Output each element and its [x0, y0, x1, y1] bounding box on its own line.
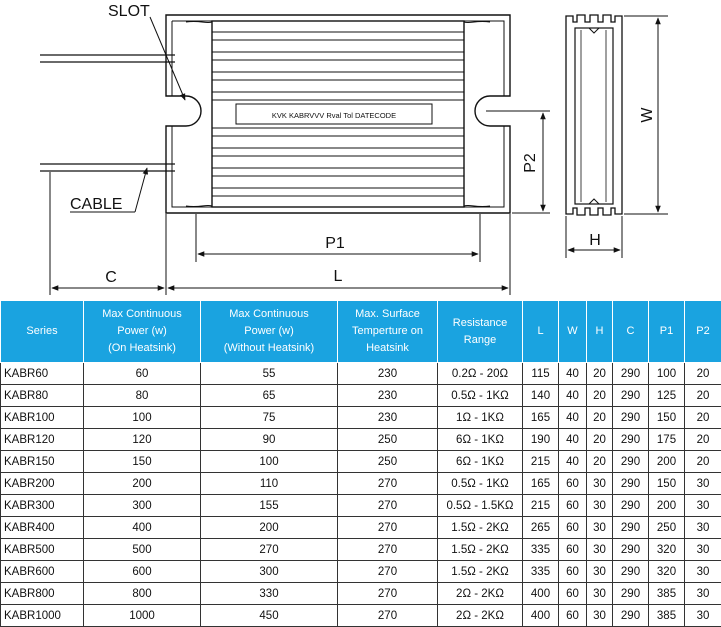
cell-p1: 250 — [649, 517, 685, 539]
cell-p2: 30 — [685, 605, 721, 627]
column-header-line: Max. Surface — [340, 306, 435, 323]
cell-p2: 20 — [685, 363, 721, 385]
cell-h: 30 — [587, 583, 613, 605]
cell-max-surface-temp: 250 — [338, 451, 438, 473]
cell-w: 60 — [559, 473, 587, 495]
cell-c: 290 — [613, 451, 649, 473]
cell-p2: 20 — [685, 451, 721, 473]
table-row — [1, 363, 721, 385]
table-row — [1, 451, 721, 473]
column-header-line: P2 — [687, 323, 719, 340]
cell-p2: 30 — [685, 495, 721, 517]
cell-resistance-range: 1Ω - 1KΩ — [438, 407, 523, 429]
cell-max-power-no-heatsink: 450 — [201, 605, 338, 627]
cell-max-power-heatsink: 60 — [84, 363, 201, 385]
cell-max-power-heatsink: 100 — [84, 407, 201, 429]
cell-l: 335 — [523, 561, 559, 583]
column-header-line: (On Heatsink) — [86, 340, 198, 357]
cell-resistance-range: 0.5Ω - 1KΩ — [438, 473, 523, 495]
cell-max-power-heatsink: 600 — [84, 561, 201, 583]
cell-resistance-range: 1.5Ω - 2KΩ — [438, 539, 523, 561]
side-view — [566, 15, 622, 215]
cell-l: 165 — [523, 407, 559, 429]
cell-max-surface-temp: 270 — [338, 583, 438, 605]
dim-p1-label: P1 — [325, 235, 345, 252]
cell-c: 290 — [613, 473, 649, 495]
cell-p1: 125 — [649, 385, 685, 407]
column-header-line: C — [615, 323, 646, 340]
table-row — [1, 407, 721, 429]
cell-w: 40 — [559, 385, 587, 407]
cell-resistance-range: 0.5Ω - 1.5KΩ — [438, 495, 523, 517]
dim-c-label: C — [105, 269, 117, 286]
cell-series: KABR80 — [1, 385, 84, 407]
column-header-line: Heatsink — [340, 340, 435, 357]
column-header-line: W — [561, 323, 584, 340]
cell-max-power-no-heatsink: 300 — [201, 561, 338, 583]
cell-resistance-range: 6Ω - 1KΩ — [438, 451, 523, 473]
cell-c: 290 — [613, 385, 649, 407]
cell-max-power-no-heatsink: 110 — [201, 473, 338, 495]
cable-label: CABLE — [70, 196, 122, 213]
dim-l-label: L — [334, 268, 343, 285]
cell-p2: 30 — [685, 583, 721, 605]
cell-max-power-heatsink: 150 — [84, 451, 201, 473]
column-header-c — [613, 301, 649, 363]
cable-leader-slant — [135, 168, 147, 212]
column-header-line: (Without Heatsink) — [203, 340, 335, 357]
cell-w: 40 — [559, 363, 587, 385]
column-header-line: Max Continuous — [203, 306, 335, 323]
cell-w: 40 — [559, 429, 587, 451]
table-row — [1, 429, 721, 451]
cell-c: 290 — [613, 583, 649, 605]
column-header-series — [1, 301, 84, 363]
cell-max-power-no-heatsink: 200 — [201, 517, 338, 539]
cell-p2: 30 — [685, 473, 721, 495]
cell-max-power-no-heatsink: 90 — [201, 429, 338, 451]
cell-p1: 320 — [649, 539, 685, 561]
column-header-line: Power (w) — [203, 323, 335, 340]
cell-c: 290 — [613, 429, 649, 451]
cell-h: 30 — [587, 605, 613, 627]
cell-max-power-heatsink: 1000 — [84, 605, 201, 627]
cell-h: 20 — [587, 451, 613, 473]
table-row — [1, 495, 721, 517]
column-header-w — [559, 301, 587, 363]
cell-p2: 20 — [685, 429, 721, 451]
dim-h-label: H — [589, 232, 601, 249]
table-row — [1, 473, 721, 495]
table-row — [1, 385, 721, 407]
cell-max-power-heatsink: 500 — [84, 539, 201, 561]
cell-p1: 385 — [649, 583, 685, 605]
cell-p2: 30 — [685, 517, 721, 539]
cell-max-surface-temp: 230 — [338, 407, 438, 429]
cell-resistance-range: 0.2Ω - 20Ω — [438, 363, 523, 385]
cell-resistance-range: 2Ω - 2KΩ — [438, 583, 523, 605]
cell-l: 215 — [523, 495, 559, 517]
cell-w: 60 — [559, 561, 587, 583]
cell-max-surface-temp: 250 — [338, 429, 438, 451]
cell-max-power-no-heatsink: 55 — [201, 363, 338, 385]
cell-series: KABR1000 — [1, 605, 84, 627]
cell-c: 290 — [613, 407, 649, 429]
cell-max-power-heatsink: 400 — [84, 517, 201, 539]
cell-h: 30 — [587, 561, 613, 583]
cell-l: 400 — [523, 583, 559, 605]
cell-l: 115 — [523, 363, 559, 385]
cell-l: 265 — [523, 517, 559, 539]
cell-max-power-heatsink: 800 — [84, 583, 201, 605]
cell-h: 30 — [587, 517, 613, 539]
cell-l: 335 — [523, 539, 559, 561]
cell-max-power-no-heatsink: 65 — [201, 385, 338, 407]
cell-h: 20 — [587, 363, 613, 385]
cell-series: KABR800 — [1, 583, 84, 605]
column-header-line: P1 — [651, 323, 682, 340]
cell-max-power-heatsink: 80 — [84, 385, 201, 407]
column-header-p2 — [685, 301, 721, 363]
cell-c: 290 — [613, 605, 649, 627]
marking-text: KVK KABRVVV Rval Tol DATECODE — [272, 111, 396, 120]
column-header-p1 — [649, 301, 685, 363]
dim-p2-label: P2 — [522, 153, 539, 173]
cell-p1: 150 — [649, 473, 685, 495]
cell-c: 290 — [613, 539, 649, 561]
table-row — [1, 539, 721, 561]
cell-p2: 20 — [685, 407, 721, 429]
cell-w: 60 — [559, 583, 587, 605]
cell-p1: 200 — [649, 495, 685, 517]
cell-resistance-range: 6Ω - 1KΩ — [438, 429, 523, 451]
table-row — [1, 517, 721, 539]
cell-c: 290 — [613, 561, 649, 583]
cell-l: 215 — [523, 451, 559, 473]
cell-p1: 175 — [649, 429, 685, 451]
column-header-h — [587, 301, 613, 363]
cell-series: KABR150 — [1, 451, 84, 473]
cell-resistance-range: 0.5Ω - 1KΩ — [438, 385, 523, 407]
spec-table — [0, 300, 721, 627]
column-header-line: L — [525, 323, 556, 340]
cell-series: KABR60 — [1, 363, 84, 385]
column-header-line: Temperture on — [340, 323, 435, 340]
cell-w: 60 — [559, 539, 587, 561]
cell-max-power-no-heatsink: 155 — [201, 495, 338, 517]
cell-max-surface-temp: 270 — [338, 495, 438, 517]
cell-max-power-no-heatsink: 330 — [201, 583, 338, 605]
cell-series: KABR100 — [1, 407, 84, 429]
cell-l: 190 — [523, 429, 559, 451]
cell-l: 400 — [523, 605, 559, 627]
column-header-line: Resistance — [440, 315, 520, 332]
cell-p2: 20 — [685, 385, 721, 407]
cell-l: 140 — [523, 385, 559, 407]
dim-w-label: W — [639, 107, 656, 123]
cell-h: 20 — [587, 407, 613, 429]
cell-series: KABR400 — [1, 517, 84, 539]
table-row — [1, 583, 721, 605]
cell-max-power-heatsink: 300 — [84, 495, 201, 517]
cell-h: 30 — [587, 539, 613, 561]
cell-max-power-heatsink: 120 — [84, 429, 201, 451]
cell-c: 290 — [613, 363, 649, 385]
column-header-line: H — [589, 323, 610, 340]
cell-resistance-range: 1.5Ω - 2KΩ — [438, 561, 523, 583]
column-header-max-power-no-heatsink — [201, 301, 338, 363]
cell-max-power-no-heatsink: 75 — [201, 407, 338, 429]
cell-max-surface-temp: 270 — [338, 473, 438, 495]
column-header-l — [523, 301, 559, 363]
cell-p1: 150 — [649, 407, 685, 429]
column-header-max-surface-temp — [338, 301, 438, 363]
cell-w: 60 — [559, 517, 587, 539]
table-header-row — [1, 301, 721, 363]
column-header-resistance-range — [438, 301, 523, 363]
column-header-max-power-heatsink — [84, 301, 201, 363]
cell-l: 165 — [523, 473, 559, 495]
cell-max-surface-temp: 270 — [338, 605, 438, 627]
cell-series: KABR300 — [1, 495, 84, 517]
table-row — [1, 561, 721, 583]
slot-label: SLOT — [108, 3, 150, 20]
cell-series: KABR600 — [1, 561, 84, 583]
cell-p2: 30 — [685, 539, 721, 561]
column-header-line: Range — [440, 332, 520, 349]
column-header-line: Max Continuous — [86, 306, 198, 323]
cell-resistance-range: 1.5Ω - 2KΩ — [438, 517, 523, 539]
cell-max-power-no-heatsink: 270 — [201, 539, 338, 561]
technical-drawing — [0, 0, 721, 300]
cell-p1: 385 — [649, 605, 685, 627]
slot-leader — [150, 17, 185, 100]
column-header-line: Power (w) — [86, 323, 198, 340]
dimension-lines — [50, 111, 550, 295]
cell-max-surface-temp: 270 — [338, 561, 438, 583]
cell-h: 20 — [587, 429, 613, 451]
cell-w: 60 — [559, 495, 587, 517]
cell-series: KABR120 — [1, 429, 84, 451]
cell-p1: 100 — [649, 363, 685, 385]
cell-p1: 200 — [649, 451, 685, 473]
table-row — [1, 605, 721, 627]
cell-max-power-heatsink: 200 — [84, 473, 201, 495]
cell-w: 60 — [559, 605, 587, 627]
cell-w: 40 — [559, 407, 587, 429]
cell-w: 40 — [559, 451, 587, 473]
cell-c: 290 — [613, 495, 649, 517]
cell-h: 30 — [587, 473, 613, 495]
cell-series: KABR500 — [1, 539, 84, 561]
cell-h: 30 — [587, 495, 613, 517]
column-header-line: Series — [3, 323, 81, 340]
cell-c: 290 — [613, 517, 649, 539]
cell-p2: 30 — [685, 561, 721, 583]
cell-max-surface-temp: 270 — [338, 517, 438, 539]
cell-max-surface-temp: 270 — [338, 539, 438, 561]
table-body — [1, 363, 721, 627]
cell-max-power-no-heatsink: 100 — [201, 451, 338, 473]
cell-series: KABR200 — [1, 473, 84, 495]
cell-max-surface-temp: 230 — [338, 363, 438, 385]
cell-resistance-range: 2Ω - 2KΩ — [438, 605, 523, 627]
cell-h: 20 — [587, 385, 613, 407]
cell-p1: 320 — [649, 561, 685, 583]
cell-max-surface-temp: 230 — [338, 385, 438, 407]
